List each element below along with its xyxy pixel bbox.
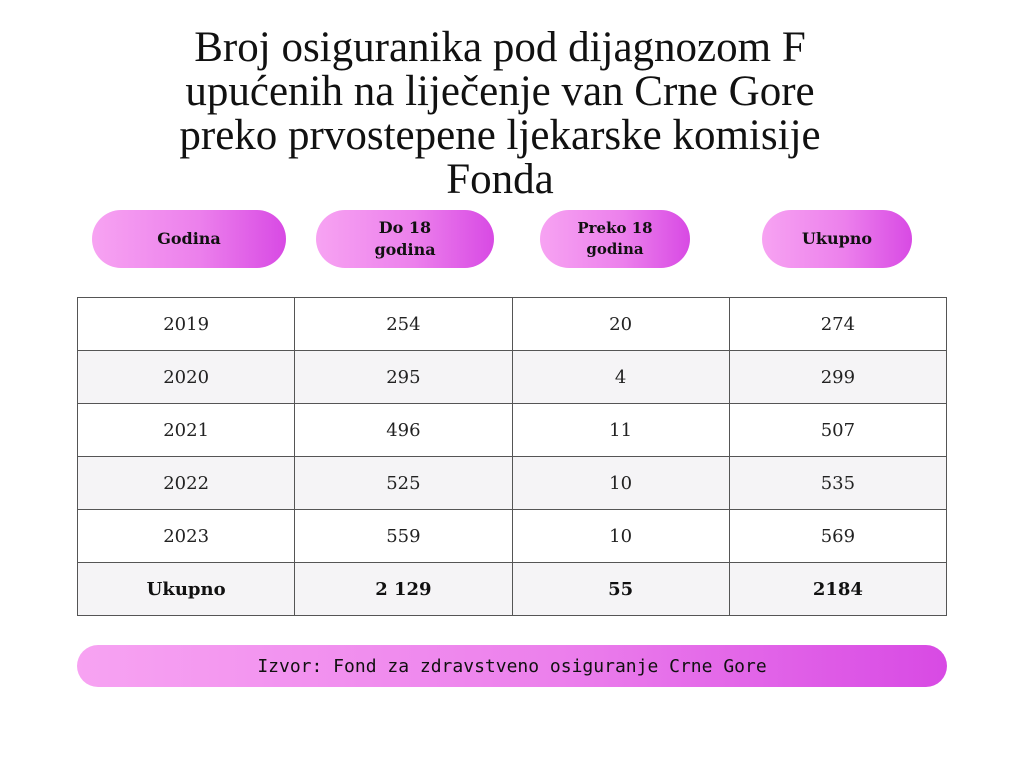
total-over-18: 55: [512, 563, 729, 616]
column-header-preko-18: Preko 18 godina: [540, 210, 690, 268]
table-cell-under-18: 295: [295, 351, 512, 404]
table-row: [78, 510, 947, 563]
table-row: [78, 298, 947, 351]
column-header-godina: Godina: [92, 210, 286, 268]
chart-title: [100, 26, 900, 202]
table-cell-year: 2020: [78, 351, 295, 404]
source-note: Izvor: Fond za zdravstveno osiguranje Crne Gore: [77, 645, 947, 687]
table-cell-under-18: 559: [295, 510, 512, 563]
table-cell-total: 274: [729, 298, 946, 351]
table-cell-under-18: 496: [295, 404, 512, 457]
table-cell-over-18: 4: [512, 351, 729, 404]
column-header-do-18: Do 18 godina: [316, 210, 494, 268]
table-cell-total: 299: [729, 351, 946, 404]
table-cell-under-18: 525: [295, 457, 512, 510]
title-line: Fonda: [446, 156, 554, 203]
total-label: Ukupno: [78, 563, 295, 616]
total-overall: 2184: [729, 563, 946, 616]
table-cell-under-18: 254: [295, 298, 512, 351]
column-header-ukupno: Ukupno: [762, 210, 912, 268]
table-cell-year: 2021: [78, 404, 295, 457]
table-row: [78, 457, 947, 510]
table-cell-over-18: 20: [512, 298, 729, 351]
table-cell-total: 535: [729, 457, 946, 510]
table-row: [78, 404, 947, 457]
title-line: upućenih na liječenje van Crne Gore: [185, 68, 815, 115]
title-line: preko prvostepene ljekarske komisije: [179, 112, 821, 159]
table-row: [78, 351, 947, 404]
table-cell-over-18: 10: [512, 510, 729, 563]
table-cell-year: 2019: [78, 298, 295, 351]
table-cell-over-18: 10: [512, 457, 729, 510]
data-table: [77, 297, 947, 616]
title-line: Broj osiguranika pod dijagnozom F: [194, 24, 806, 71]
table-cell-year: 2022: [78, 457, 295, 510]
table-total-row: [78, 563, 947, 616]
table-cell-year: 2023: [78, 510, 295, 563]
table-cell-over-18: 11: [512, 404, 729, 457]
table-cell-total: 569: [729, 510, 946, 563]
table-cell-total: 507: [729, 404, 946, 457]
total-under-18: 2 129: [295, 563, 512, 616]
